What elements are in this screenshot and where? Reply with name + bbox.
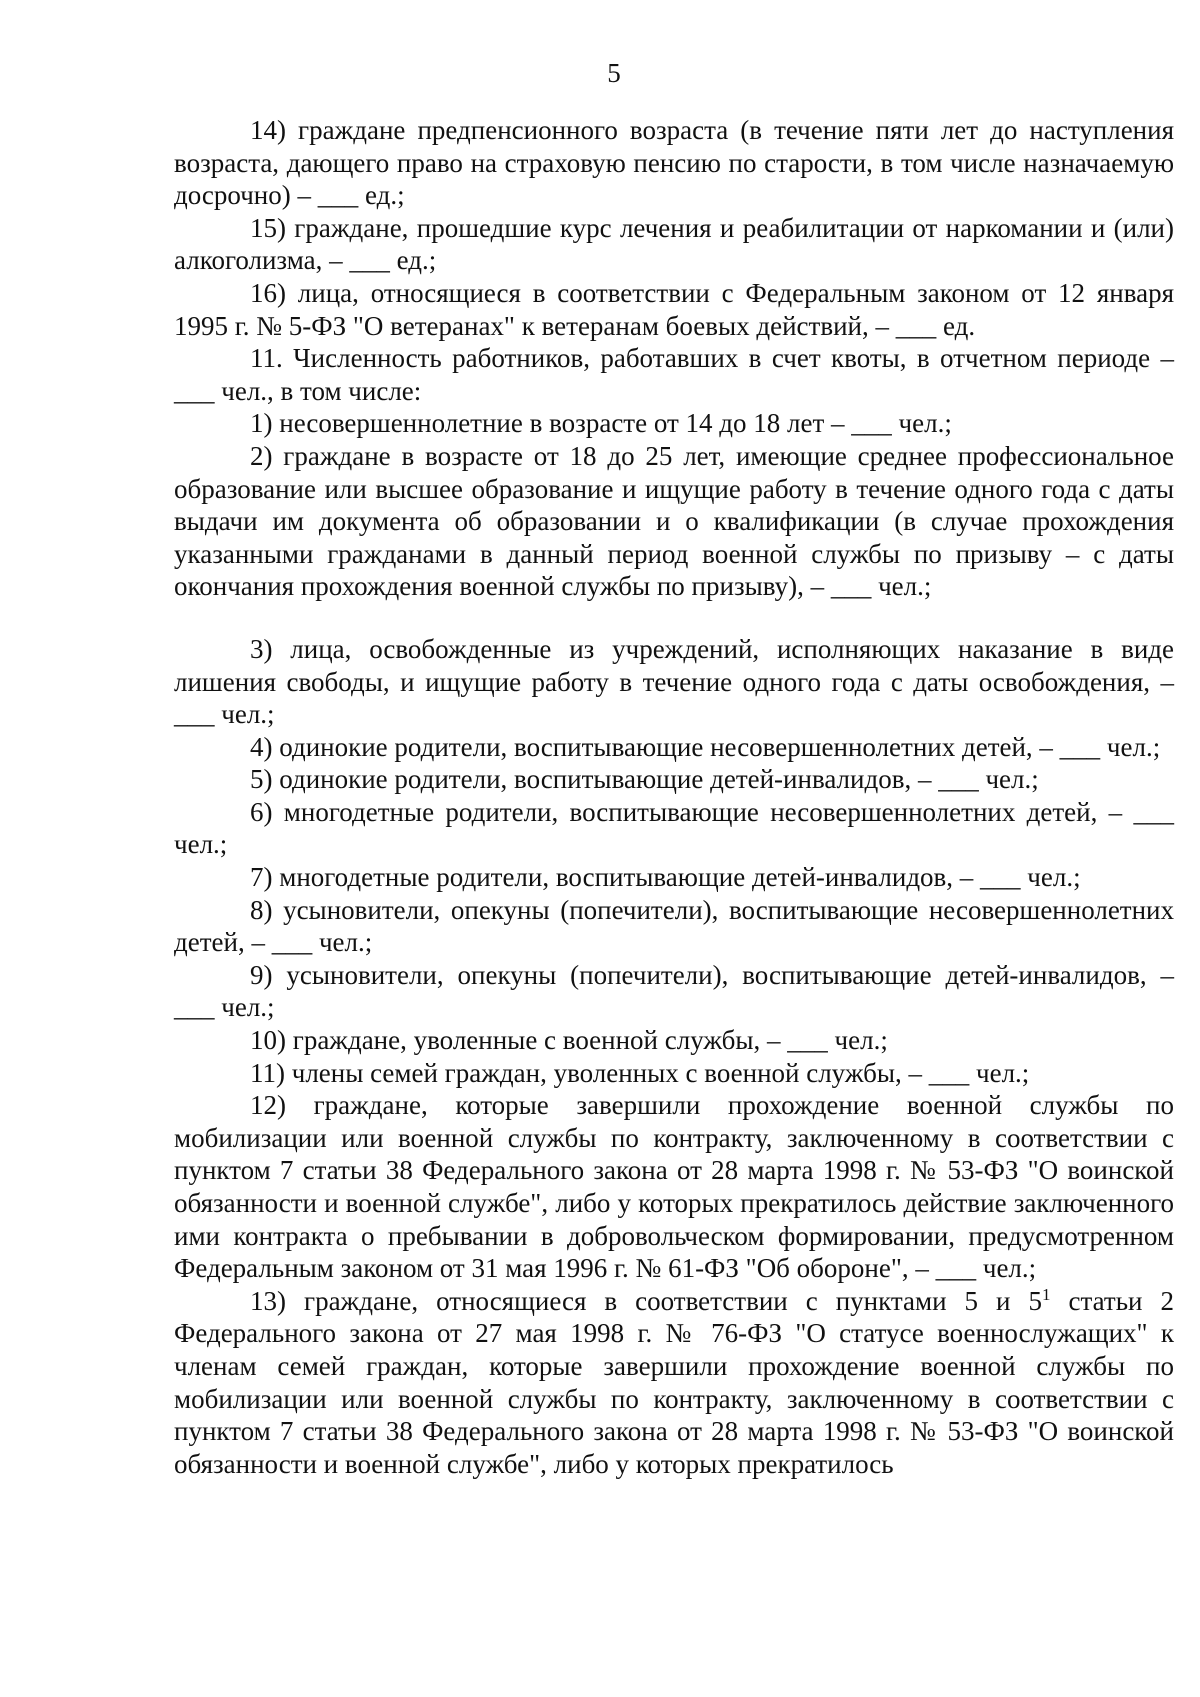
paragraph-item-16: 16) лица, относящиеся в соответствии с Федеральным законом от 12 января 1995 г. № 5-ФЗ "О ветеранах" к ветеранам боевых действий, – ___ ед.: [174, 277, 1174, 341]
paragraph-sub-4: 4) одинокие родители, воспитывающие несовершеннолетних детей, – ___ чел.;: [250, 731, 1161, 762]
paragraph-sub-3: 3) лица, освобожденные из учреждений, исполняющих наказание в виде лишения свободы, и ищущие работу в течение одного года с даты освобождения, – ___ чел.;: [174, 633, 1174, 730]
paragraph-sub-2: 2) граждане в возрасте от 18 до 25 лет, имеющие среднее профессиональное образование или высшее образование и ищущие работу в течение одного года с даты выдачи им документа об образовании и о квалификации (в случае прохождения указанными гражданами в данный период военной службы по призыву – с даты окончания прохождения военной службы по призыву), – ___ чел.;: [174, 440, 1174, 602]
paragraph-sub-9: 9) усыновители, опекуны (попечители), воспитывающие детей-инвалидов, – ___ чел.;: [174, 959, 1174, 1023]
paragraph-item-15: 15) граждане, прошедшие курс лечения и реабилитации от наркомании и (или) алкоголизма, – ___ ед.;: [174, 212, 1174, 276]
paragraph-sub-8: 8) усыновители, опекуны (попечители), воспитывающие несовершеннолетних детей, – ___ чел.;: [174, 894, 1174, 958]
superscript-marker: 1: [1042, 1284, 1051, 1304]
paragraph-sub-7: 7) многодетные родители, воспитывающие детей-инвалидов, – ___ чел.;: [250, 862, 1081, 893]
paragraph-sub-1: 1) несовершеннолетние в возрасте от 14 до 18 лет – ___ чел.;: [250, 408, 952, 439]
paragraph-sub-5: 5) одинокие родители, воспитывающие детей-инвалидов, – ___ чел.;: [250, 764, 1039, 795]
paragraph-section-11: 11. Численность работников, работавших в счет квоты, в отчетном периоде – ___ чел., в том числе:: [174, 343, 1174, 406]
paragraph-sub-10: 10) граждане, уволенные с военной службы, – ___ чел.;: [250, 1025, 888, 1056]
paragraph-sub-6: 6) многодетные родители, воспитывающие несовершеннолетних детей, – ___ чел.;: [174, 796, 1174, 860]
paragraph-item-14: 14) граждане предпенсионного возраста (в течение пяти лет до наступления возраста, дающего право на страховую пенсию по старости, в том числе назначаемую досрочно) – ___ ед.;: [174, 115, 1174, 211]
paragraph-sub-11: 11) члены семей граждан, уволенных с военной службы, – ___ чел.;: [250, 1057, 1030, 1088]
page-number: 5: [607, 58, 621, 88]
paragraph-sub-13: [174, 1285, 1174, 1481]
paragraph-sub-13-start: 13) граждане, относящиеся в соответствии с пунктами 5 и 5: [250, 1285, 1043, 1316]
document-body: [174, 114, 1174, 1480]
paragraph-sub-13-end: статьи 2 Федерального закона от 27 мая 1998 г. № 76-ФЗ "О статусе военнослужащих" к членам семей граждан, которые завершили прохождение военной службы по мобилизации или военной службы по контракту, заключенному в соответствии с пунктом 7 статьи 38 Федерального закона от 28 марта 1998 г. № 53-ФЗ "О воинской обязанности и военной службе", либо у которых прекратилось: [174, 1285, 1174, 1479]
paragraph-sub-12: 12) граждане, которые завершили прохождение военной службы по мобилизации или военной службы по контракту, заключенному в соответствии с пунктом 7 статьи 38 Федерального закона от 28 марта 1998 г. № 53-ФЗ "О воинской обязанности и военной службе", либо у которых прекратилось действие заключенного ими контракта о пребывании в добровольческом формировании, предусмотренном Федеральным законом от 31 мая 1996 г. № 61-ФЗ "Об обороне", – ___ чел.;: [174, 1090, 1174, 1284]
